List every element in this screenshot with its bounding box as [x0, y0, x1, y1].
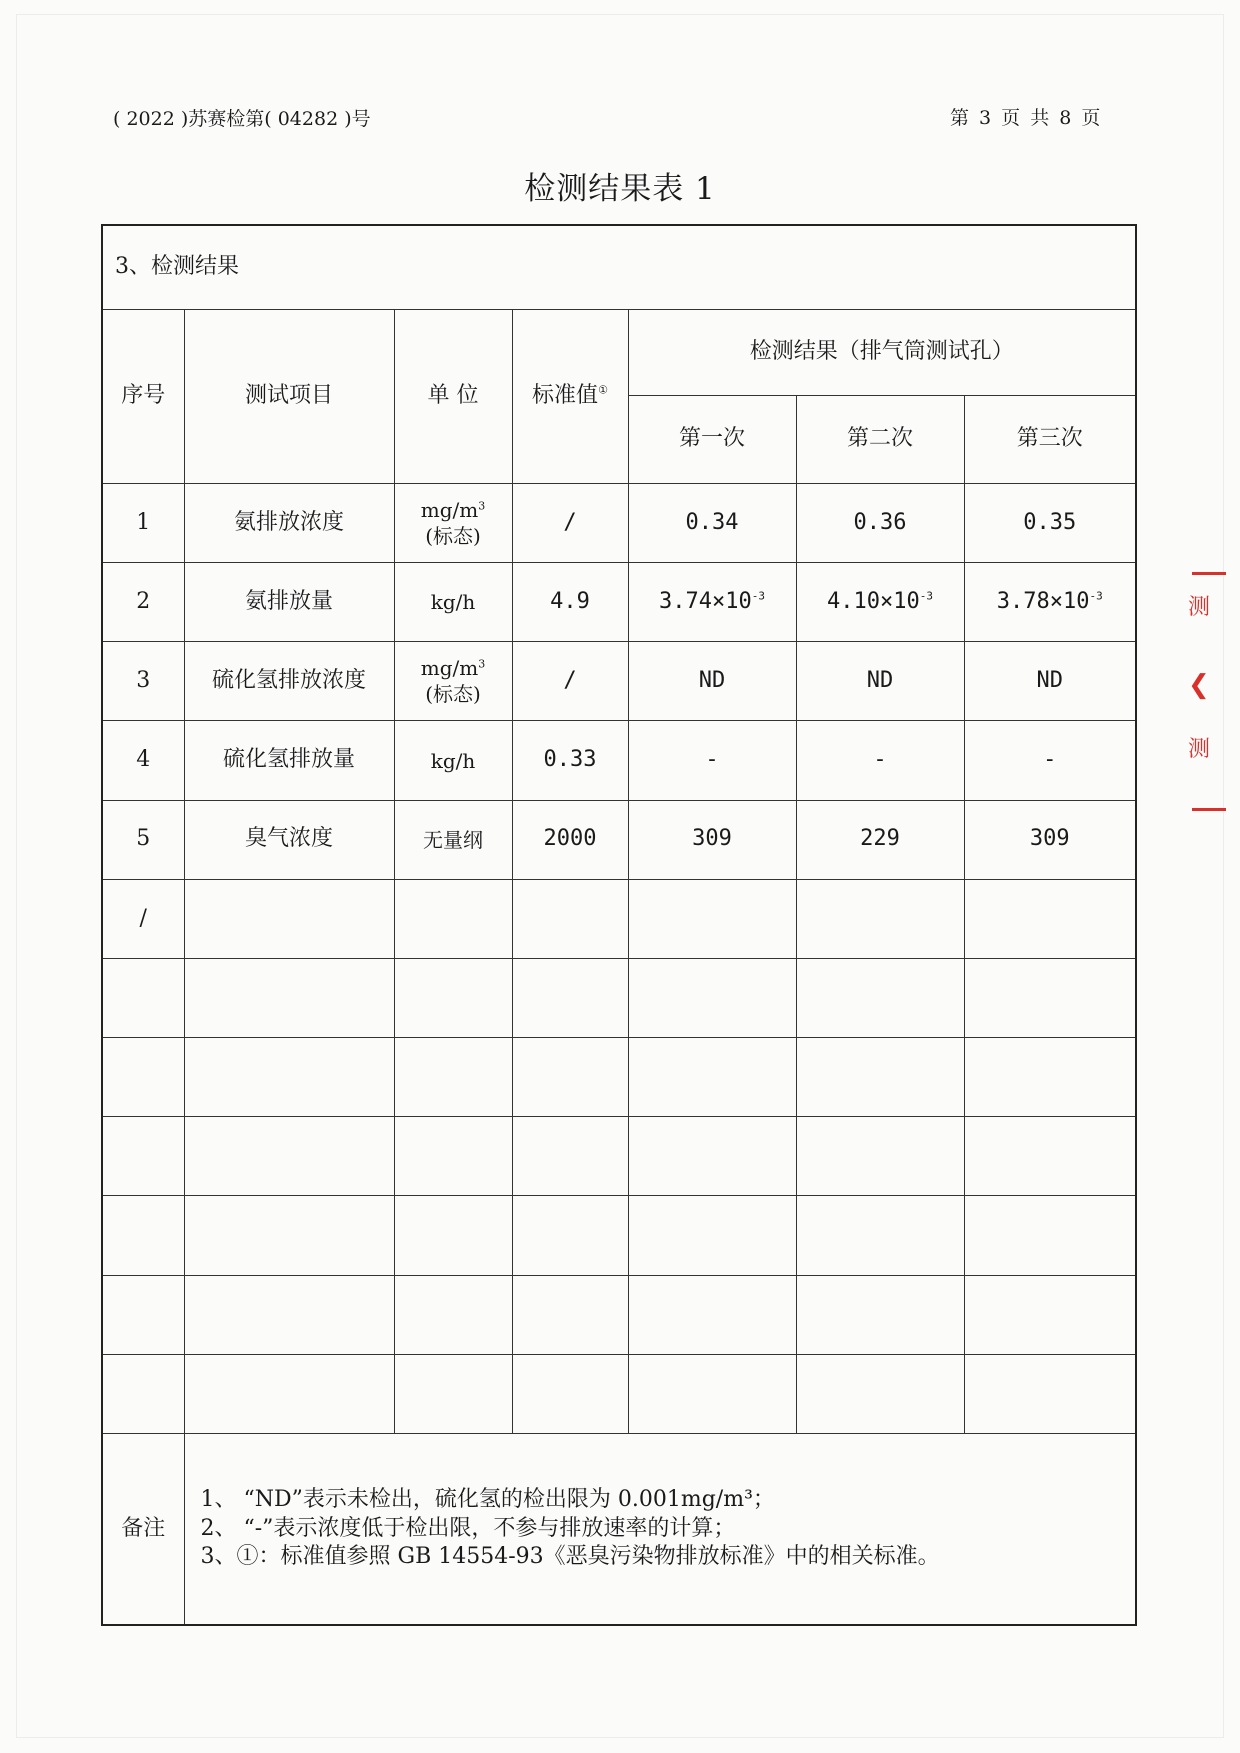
empty-cell [394, 1196, 512, 1275]
unit-line [395, 497, 512, 523]
result-run-2 [796, 642, 964, 721]
row-unit [394, 800, 512, 879]
stamp-chevron-icon: ❮ [1188, 670, 1210, 700]
header-item: 测试项目 [184, 310, 394, 484]
section-label: 3、检测结果 [102, 225, 1136, 310]
row-item-text: 硫化氢排放浓度 [211, 668, 366, 694]
stamp-bar [1192, 808, 1226, 811]
row-unit [394, 563, 512, 642]
empty-cell [394, 1038, 512, 1117]
row-index-text: 3 [136, 668, 151, 694]
empty-cell [512, 958, 628, 1037]
result-run-3 [964, 642, 1136, 721]
row-index-text: 4 [136, 747, 151, 773]
empty-cell [964, 958, 1136, 1037]
notes-content [184, 1433, 1136, 1625]
result-run-1 [628, 563, 796, 642]
row-index [102, 879, 184, 958]
result-run-3 [964, 483, 1136, 562]
result-run-1 [628, 879, 796, 958]
row-item-text: 氨排放浓度 [233, 509, 344, 535]
row-index-text: / [139, 905, 147, 931]
stamp-bar [1192, 572, 1226, 575]
row-item-text: 氨排放量 [244, 588, 333, 614]
result-value: ND [866, 668, 894, 694]
empty-cell [796, 1196, 964, 1275]
result-run-3 [964, 879, 1136, 958]
result-run-3 [964, 563, 1136, 642]
empty-cell [964, 1275, 1136, 1354]
empty-cell [102, 1275, 184, 1354]
stamp-text: 测 [1188, 737, 1211, 762]
table-row [102, 721, 1136, 800]
result-value: ND [698, 668, 726, 694]
row-unit [394, 483, 512, 562]
row-standard [512, 483, 628, 562]
header-standard [512, 310, 628, 484]
unit-line [395, 655, 512, 681]
empty-cell [796, 1038, 964, 1117]
note-line: 2、 “-”表示浓度低于检出限，不参与排放速率的计算； [200, 1515, 736, 1541]
row-item [184, 800, 394, 879]
unit-qualifier: (标态) [425, 524, 481, 548]
result-value: 4.10×10 [827, 588, 920, 614]
empty-cell [102, 1196, 184, 1275]
row-standard [512, 721, 628, 800]
standard-value: / [563, 509, 577, 535]
empty-cell [102, 1354, 184, 1433]
result-run-2 [796, 721, 964, 800]
header-standard-mark: ① [598, 383, 608, 397]
table-row-empty [102, 1038, 1136, 1117]
result-run-3 [964, 800, 1136, 879]
row-standard [512, 642, 628, 721]
result-run-1 [628, 483, 796, 562]
empty-cell [964, 1354, 1136, 1433]
row-item [184, 642, 394, 721]
table-row [102, 642, 1136, 721]
table-row-empty [102, 958, 1136, 1037]
standard-value: / [563, 668, 577, 694]
row-index [102, 642, 184, 721]
empty-cell [512, 1275, 628, 1354]
row-index [102, 563, 184, 642]
result-value: - [705, 747, 719, 773]
empty-cell [512, 1354, 628, 1433]
result-value: - [1043, 747, 1057, 773]
table-row [102, 483, 1136, 562]
header-index: 序号 [102, 310, 184, 484]
row-index [102, 721, 184, 800]
empty-cell [184, 958, 394, 1037]
empty-cell [628, 1196, 796, 1275]
result-value: 0.35 [1023, 509, 1077, 535]
header-run-1: 第一次 [628, 395, 796, 483]
empty-cell [628, 958, 796, 1037]
empty-cell [796, 1275, 964, 1354]
result-value: - [873, 747, 887, 773]
empty-cell [102, 958, 184, 1037]
result-exponent: -3 [751, 589, 765, 603]
empty-cell [796, 958, 964, 1037]
result-run-2 [796, 879, 964, 958]
row-unit [394, 721, 512, 800]
unit-superscript: 3 [478, 499, 486, 513]
unit-text: mg/m [420, 656, 479, 681]
result-value: ND [1036, 668, 1064, 694]
document-title: 检测结果表 1 [524, 171, 716, 207]
result-value: 309 [1029, 826, 1070, 852]
empty-cell [184, 1196, 394, 1275]
results-table [101, 224, 1137, 1626]
empty-cell [964, 1038, 1136, 1117]
empty-cell [394, 1117, 512, 1196]
empty-cell [796, 1354, 964, 1433]
result-run-1 [628, 800, 796, 879]
row-item-text: 臭气浓度 [244, 826, 333, 852]
unit-line [395, 827, 512, 853]
unit-text: mg/m [420, 498, 479, 522]
table-row-empty [102, 1354, 1136, 1433]
note-line: 3、①：标准值参照 GB 14554-93《恶臭污染物排放标准》中的相关标准。 [200, 1544, 940, 1570]
header-results-group: 检测结果（排气筒测试孔） [628, 310, 1136, 396]
standard-value: 2000 [543, 826, 597, 852]
header-run-3: 第三次 [964, 395, 1136, 483]
empty-cell [628, 1275, 796, 1354]
row-unit [394, 879, 512, 958]
result-exponent: -3 [919, 589, 933, 603]
header-unit: 单 位 [394, 310, 512, 484]
page-indicator: 第 3 页 共 8 页 [950, 107, 1103, 129]
empty-cell [512, 1038, 628, 1117]
result-run-2 [796, 800, 964, 879]
row-item [184, 563, 394, 642]
row-index-text: 1 [136, 509, 151, 535]
table-row-empty [102, 1275, 1136, 1354]
result-value: 0.36 [853, 509, 907, 535]
empty-cell [184, 1275, 394, 1354]
empty-cell [394, 1275, 512, 1354]
empty-cell [184, 1038, 394, 1117]
row-item-text: 硫化氢排放量 [222, 747, 355, 773]
empty-cell [184, 1117, 394, 1196]
empty-cell [796, 1117, 964, 1196]
unit-text: kg/h [430, 748, 476, 773]
result-exponent: -3 [1089, 589, 1103, 603]
empty-cell [964, 1196, 1136, 1275]
row-unit [394, 642, 512, 721]
empty-cell [628, 1117, 796, 1196]
empty-cell [964, 1117, 1136, 1196]
table-row-empty [102, 1117, 1136, 1196]
result-value: 3.74×10 [659, 588, 752, 614]
unit-line [395, 748, 512, 774]
table-row-empty [102, 1196, 1136, 1275]
unit-qualifier: (标态) [425, 682, 481, 707]
empty-cell [102, 1117, 184, 1196]
result-run-1 [628, 642, 796, 721]
standard-value: 4.9 [550, 588, 590, 614]
header-standard-text: 标准值 [532, 383, 599, 409]
row-item [184, 483, 394, 562]
result-value: 309 [692, 826, 732, 852]
result-value: 0.34 [685, 509, 739, 535]
row-standard [512, 879, 628, 958]
table-row [102, 563, 1136, 642]
empty-cell [628, 1038, 796, 1117]
notes-row [102, 1433, 1136, 1625]
result-run-2 [796, 483, 964, 562]
empty-cell [512, 1196, 628, 1275]
empty-cell [102, 1038, 184, 1117]
standard-value: 0.33 [543, 747, 597, 773]
unit-text: kg/h [430, 590, 476, 615]
row-index-text: 5 [136, 826, 151, 852]
document-number: ( 2022 )苏赛检第( 04282 )号 [113, 108, 371, 130]
row-item [184, 721, 394, 800]
notes-label: 备注 [102, 1433, 184, 1625]
unit-superscript: 3 [478, 657, 486, 671]
row-standard [512, 800, 628, 879]
table-row [102, 800, 1136, 879]
row-item [184, 879, 394, 958]
result-value: 3.78×10 [996, 588, 1090, 614]
row-index [102, 483, 184, 562]
empty-cell [184, 1354, 394, 1433]
note-line: 1、 “ND”表示未检出，硫化氢的检出限为 0.001mg/m³； [200, 1487, 775, 1513]
empty-cell [512, 1117, 628, 1196]
result-run-3 [964, 721, 1136, 800]
result-run-1 [628, 721, 796, 800]
red-seal-stamp [1188, 572, 1232, 812]
empty-cell [394, 1354, 512, 1433]
header-run-2: 第二次 [796, 395, 964, 483]
unit-text: 无量纲 [423, 827, 483, 852]
empty-cell [394, 958, 512, 1037]
row-index [102, 800, 184, 879]
row-standard [512, 563, 628, 642]
result-run-2 [796, 563, 964, 642]
empty-cell [628, 1354, 796, 1433]
unit-line [395, 589, 512, 615]
row-index-text: 2 [136, 588, 151, 614]
stamp-text: 测 [1188, 595, 1211, 620]
result-value: 229 [860, 826, 900, 852]
table-row [102, 879, 1136, 958]
